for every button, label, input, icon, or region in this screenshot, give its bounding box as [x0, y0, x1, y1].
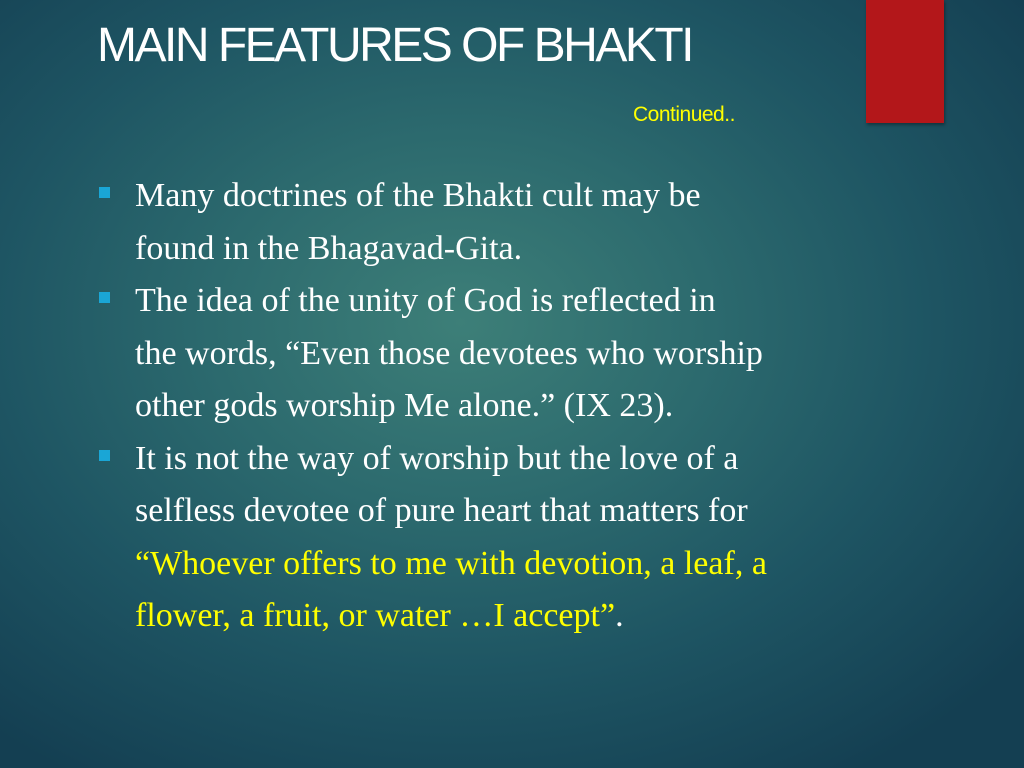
bullet-line: found in the Bhagavad-Gita.: [135, 229, 523, 267]
slide-subtitle: Continued..: [633, 103, 735, 126]
bullet-line: The idea of the unity of God is reflected in: [135, 282, 716, 319]
slide-title: MAIN FEATURES OF BHAKTI: [97, 19, 692, 72]
square-bullet-icon: [99, 450, 110, 461]
quote-line: flower, a fruit, or water …I accept”: [135, 597, 616, 634]
bullet-line: It is not the way of worship but the love of a: [135, 439, 739, 477]
quote-tail: .: [615, 597, 624, 634]
square-bullet-icon: [99, 292, 110, 303]
bullet-line: selfless devotee of pure heart that matters for: [135, 492, 748, 529]
bullet-line: the words, “Even those devotees who worship: [135, 334, 763, 372]
square-bullet-icon: [99, 187, 110, 198]
quote-line: “Whoever offers to me with devotion, a leaf, a: [135, 544, 767, 582]
bullet-item: [97, 275, 942, 433]
bullet-line: other gods worship Me alone.” (IX 23).: [135, 387, 674, 424]
red-accent-tab: [866, 0, 944, 123]
bullet-item: [97, 433, 942, 643]
bullet-item: [97, 170, 942, 275]
bullet-line: Many doctrines of the Bhakti cult may be: [135, 177, 701, 214]
quote-line-wrapper: [135, 590, 942, 643]
bullet-list: [97, 170, 942, 643]
